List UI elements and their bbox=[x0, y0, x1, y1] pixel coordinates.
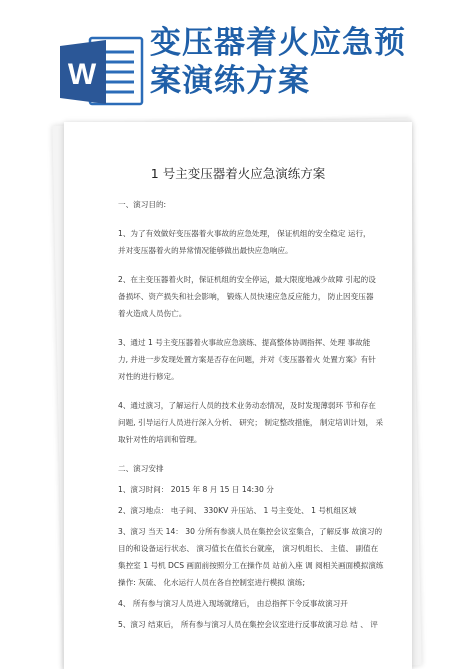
schedule-step-5: 5、演习 结束后， 所有参与演习人员在集控会议室进行反事故演习总 结 、 评 bbox=[118, 620, 378, 629]
text-line: 取针对性的培训和管理。 bbox=[118, 435, 202, 444]
page-title-line-2: 案演练方案 bbox=[150, 63, 310, 99]
paragraph-1 bbox=[118, 225, 400, 259]
schedule-step-4: 4、 所有参与演习人员进入现场就绪后， 由总指挥下令反事故演习开 bbox=[118, 599, 348, 608]
header-banner bbox=[0, 0, 474, 118]
paragraph-4 bbox=[118, 397, 400, 448]
text-line: 备损坏、资产损失和社会影响， 锻炼人员快速应急反应能力， 防止因变压器 bbox=[118, 292, 374, 301]
text-line: 操作: 灰硫、 化水运行人员在各自控制室进行模拟 演练; bbox=[118, 578, 306, 587]
text-line: 目的和设备运行状态、 演习值长在值长台就座， 演习机组长、 主值、 副值在 bbox=[118, 544, 379, 553]
text-line: 2、在主变压器着火时，保证机组的安全停运，最大限度地减少故障 引起的设 bbox=[118, 275, 376, 284]
text-line: 着火造成人员伤亡。 bbox=[118, 309, 187, 318]
text-line: 1、为了有效做好变压器着火事故的应急处理， 保证机组的安全稳定 运行， bbox=[118, 229, 371, 238]
section-heading-schedule: 二、演习安排 bbox=[118, 464, 164, 473]
schedule-time: 1、演习时间： 2015 年 8 月 15 日 14:30 分 bbox=[118, 485, 274, 494]
text-line: 3、通过 1 号主变压器着火事故应急演练、提高整体协调指挥、处理 事故能 bbox=[118, 338, 371, 347]
schedule-location: 2、演习地点： 电子间、 330KV 升压站、 1 号主变处、 1 号机组区域 bbox=[118, 506, 357, 515]
text-line: 并对变压器着火的异常情况能够做出最快应急响应。 bbox=[118, 246, 293, 255]
paragraph-3 bbox=[118, 334, 400, 385]
section-heading-purpose: 一、演习目的: bbox=[118, 200, 167, 209]
paragraph-schedule-3 bbox=[118, 523, 400, 591]
document-body bbox=[118, 196, 400, 637]
document-page bbox=[64, 122, 412, 669]
text-line: 4、通过演习，了解运行人员的技术业务动态情况，及时发现薄弱环 节和存在 bbox=[118, 401, 376, 410]
paragraph-2 bbox=[118, 271, 400, 322]
page-title-line-1: 变压器着火应急预 bbox=[150, 25, 406, 61]
text-line: 集控室 1 号机 DCS 画面前按照分工在操作员 站前入座 调 阅相关画面模拟演练 bbox=[118, 561, 384, 570]
svg-text:W: W bbox=[67, 58, 97, 91]
text-line: 问题, 引导运行人员进行深入分析、 研究； 制定整改措施， 制定培训计划， 采 bbox=[118, 418, 384, 427]
text-line: 力, 并进一步发现处置方案是否存在问题，并对《变压器着火 处置方案》有针 bbox=[118, 355, 376, 364]
document-title: 1 号主变压器着火应急演练方案 bbox=[150, 166, 326, 181]
text-line: 对性的进行修定。 bbox=[118, 372, 179, 381]
text-line: 3、演习 当天 14： 30 分所有参演人员在集控会议室集合，了解反事 故演习的 bbox=[118, 527, 383, 536]
word-document-icon bbox=[60, 36, 144, 108]
